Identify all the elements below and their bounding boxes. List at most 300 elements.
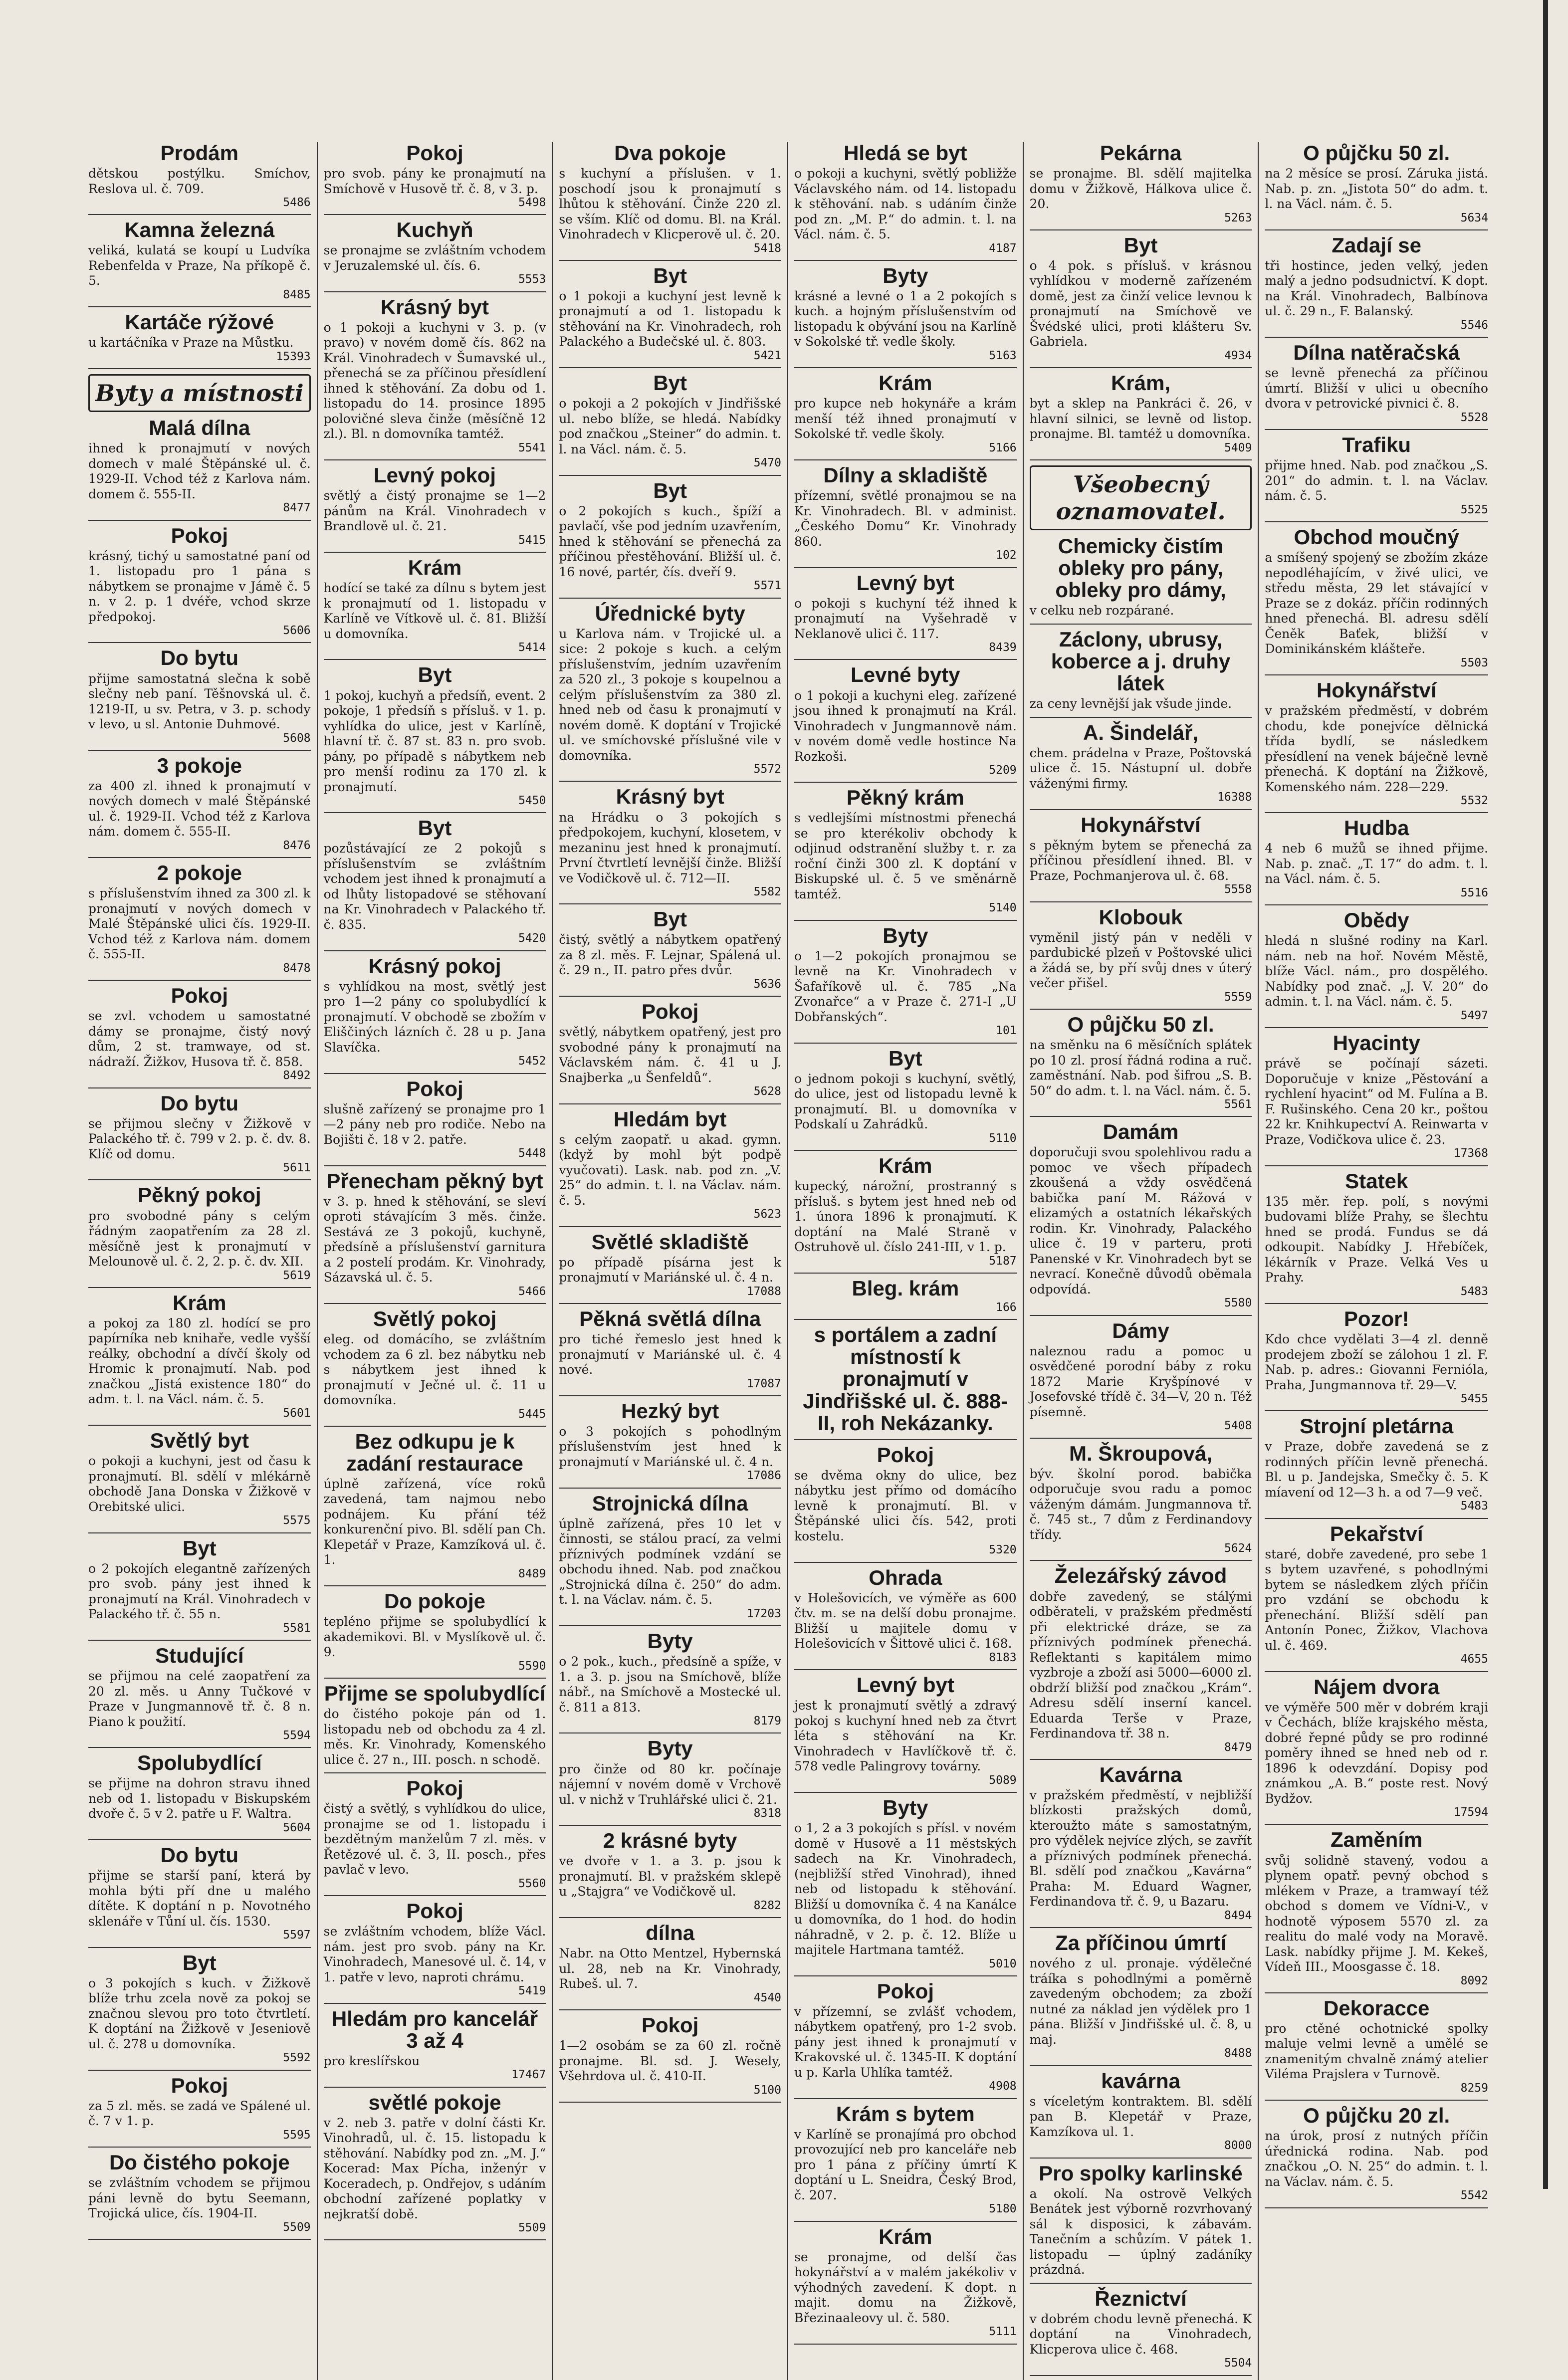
ad-title: Krám s bytem [836, 2102, 975, 2126]
ad-divider [88, 306, 311, 307]
ad-body: o pokoji s kuchyní též ihned k pronajmutí na Vyšehradě v Neklanově ulici č. 117. [794, 596, 1017, 641]
ad-divider [1030, 2375, 1252, 2376]
classified-ad [324, 1900, 546, 1997]
ad-reference-number: 5498 [518, 196, 546, 210]
ad-divider [1265, 2100, 1488, 2101]
ad-body: pro tiché řemeslo jest hned k pronajmutí v Mariánské ul. č. 4 nové. [559, 1332, 781, 1377]
ad-divider [559, 996, 781, 997]
ad-title: s portálem a zadní místností k pronajmutí v Jindřišské ul. č. 888-II, roh Nekázanky. [803, 1323, 1008, 1435]
ad-reference-number: 5558 [1224, 883, 1252, 896]
ad-title: Hledá se byt [844, 141, 967, 165]
ad-body: o 2 pok., kuch., předsíně a spíže, v 1. a 3. p. jsou na Smíchově, blíže nábř., na Smíchově a Mostecké ul. č. 811 a 813. [559, 1654, 781, 1715]
ad-divider [1265, 1165, 1488, 1166]
classified-ad [324, 296, 546, 454]
classified-ad [794, 464, 1017, 562]
ad-title: Statek [1345, 1169, 1408, 1193]
ad-title: Záclony, ubrusy, koberce a j. druhy látek [1051, 627, 1231, 695]
ad-title: Kamna železná [124, 218, 275, 242]
ad-divider [1265, 1671, 1488, 1672]
ad-body: s příslušenstvím ihned za 300 zl. k pronajmutí v nových domech v Malé Štěpánské ulici čís. 1929-II. Vchod též z Karlova nám. domem č. 555-II. [88, 886, 311, 962]
ad-divider [88, 1287, 311, 1288]
ad-body: o 1—2 pokojích pronajmou se levně na Kr. Vinohradech v Šafaříkově ul. č. 785 „Na Zvonařce“ a v Praze č. 271-I „U Dobřanských“. [794, 948, 1017, 1024]
ad-body: s vyhlídkou na most, světlý jest pro 1—2 pány co spolubydlící k pronajmutí. V obchodě se zbožím v Eliščiných lázních č. 28 u p. Jana Slavíčka. [323, 979, 546, 1055]
classified-ad [1265, 142, 1488, 224]
ad-divider [88, 857, 311, 858]
ad-reference-number: 5180 [989, 2202, 1017, 2216]
classified-ad [1030, 2163, 1252, 2278]
ad-body: se přijmou na celé zaopatření za 20 zl. měs. u Anny Tučkové v Praze v Jungmannově tř. č. 8 n. Piano k použití. [88, 1669, 311, 1729]
classified-ad [794, 1324, 1017, 1434]
classified-ad [1030, 372, 1252, 454]
ad-body: do čistého pokoje pán od 1. listopadu neb od obchodu za 4 zl. měs. Kr. Vinohrady, Komenského ulice č. 27 n., III. posch. n schodě. [323, 1707, 546, 1767]
ad-reference-number: 4934 [1224, 349, 1252, 362]
ad-reference-number: 5504 [1224, 2357, 1252, 2370]
ad-body: přijme hned. Nab. pod značkou „S. 201“ do admin. t. l. na Václav. nám. č. 5. [1265, 458, 1488, 503]
classified-ad [1265, 2105, 1488, 2202]
ad-body: eleg. od domácího, se zvláštním vchodem za 6 zl. bez nábytku neb s nábytkem jest ihned k pronajmutí v Ječné ul. č. 11 u domovníka. [323, 1332, 546, 1407]
ad-divider [88, 980, 311, 981]
ad-reference-number: 5455 [1460, 1392, 1488, 1405]
classified-ad [1030, 234, 1252, 362]
ad-divider [324, 1165, 546, 1166]
ad-reference-number: 17203 [746, 1607, 781, 1620]
ad-body: hodící se také za dílnu s bytem jest k pronajmutí od 1. listopadu v Karlíně ve Vítkově ul. č. 81. Bližší u domovníka. [323, 581, 546, 641]
classified-ad [1030, 1443, 1252, 1555]
column-3 [553, 142, 788, 2380]
classified-ad [1265, 1170, 1488, 1298]
classified-ad [88, 1537, 311, 1635]
ad-body: ve dvoře v 1. a 3. p. jsou k pronajmutí. Bl. v pražském sklepě u „Stajgra“ ve Vodičkově ul. [559, 1854, 781, 1899]
ad-title: Pekařství [1330, 1521, 1423, 1545]
classified-ad [794, 1980, 1017, 2093]
ad-divider [1265, 674, 1488, 675]
ad-title: Byty [883, 923, 928, 947]
ad-reference-number: 5560 [518, 1877, 546, 1890]
ad-reference-number: 5575 [283, 1514, 311, 1527]
ad-title: Hezký byt [621, 1399, 719, 1423]
ad-title: Zadají se [1332, 233, 1422, 257]
ad-reference-number: 5604 [283, 1821, 311, 1834]
ad-reference-number: 5503 [1460, 656, 1488, 669]
classified-ad [794, 372, 1017, 454]
ad-title: Levný byt [856, 571, 954, 595]
ad-divider [1030, 2065, 1252, 2066]
ad-body: doporučuji svou spolehlivou radu a pomoc ve všech případech zkoušená a vždy osvědčená babička paní M. Rážová v elizamých a ostatních lékařských rodin. Kr. Vinohrady, Palackého ulice č. 19 v parteru, proti Panenské v Kr. Vinohradech byt se nevrací. Konečně důvodů oběmala odpovídá. [1029, 1145, 1252, 1297]
ad-title: Pěkný pokoj [138, 1183, 261, 1207]
ad-body: se přijme na dohron stravu ihned neb od 1. listopadu v Biskupském dvoře č. 5 v 2. patře u F. Waltra. [88, 1776, 311, 1821]
ad-divider [559, 903, 781, 904]
ad-title: Byty [647, 1629, 693, 1653]
ad-title: Kartáče rýžové [125, 310, 274, 334]
ad-title: Pokoj [877, 1979, 934, 2003]
ad-title: Bez odkupu je k zadání restaurace [346, 1429, 523, 1475]
ad-title: Krásný byt [616, 785, 724, 809]
ad-divider [1030, 901, 1252, 902]
ad-title: Levné byty [851, 663, 960, 687]
classified-ad [559, 1922, 781, 2004]
ad-body: o 1 pokoji a kuchyní jest levně k pronajmutí a od 1. listopadu k stěhování na Kr. Vinohradech, roh Palackého a Budečské ul. č. 803. [559, 288, 781, 349]
ad-divider [794, 782, 1017, 783]
ad-reference-number: 5418 [753, 241, 781, 255]
ad-reference-number: 8488 [1224, 2047, 1252, 2060]
ad-reference-number: 5421 [753, 349, 781, 362]
ad-title: Chemicky čistím obleky pro pány, obleky pro dámy, [1055, 534, 1226, 602]
classified-ad [559, 1001, 781, 1098]
ad-title: Dílna natěračská [1293, 341, 1460, 365]
ad-divider [88, 750, 311, 751]
column-2 [318, 142, 553, 2380]
classified-ad [324, 1590, 546, 1673]
classified-ad [1265, 1829, 1488, 1987]
ad-divider [1030, 459, 1252, 460]
ad-reference-number: 17086 [746, 1469, 781, 1483]
ad-body: ihned k pronajmutí v nových domech v malé Štěpánské ul. č. 1929-II. Vchod též z Karlova nám. domem č. 555-II. [88, 441, 311, 501]
ad-body: v pražském předměstí, v dobrém chodu, kde ponejvíce dělnická třída bydlí, se následkem přesídlení na venek báječně levně přenechá. K doptání na Žižkově, Komenského nám. 228—229. [1265, 703, 1488, 794]
ad-divider [559, 367, 781, 368]
ad-title: Trafiku [1342, 433, 1411, 457]
ad-reference-number: 8092 [1460, 1974, 1488, 1987]
ad-reference-number: 101 [996, 1024, 1017, 1038]
ad-reference-number: 5592 [283, 2051, 311, 2065]
ad-divider [1265, 1303, 1488, 1304]
ad-title: Pokoj [877, 1443, 934, 1467]
classified-ad [1265, 234, 1488, 332]
ad-divider [794, 2344, 1017, 2345]
ad-title: Byt [182, 1950, 217, 1974]
ad-title: Pekárna [1100, 141, 1182, 165]
ad-title: Pěkná světlá dílna [579, 1306, 761, 1330]
ad-title: Byt [182, 1536, 217, 1560]
ad-body: 135 měr. řep. polí, s novými budovami blíže Prahy, se šlechtu hned se prodá. Fundus se dá odkoupit. Nabídky J. Hřebíček, lékárník v Praze. Velká Ves u Prahy. [1265, 1194, 1488, 1285]
ad-reference-number: 8492 [283, 1069, 311, 1082]
classified-ad [88, 1430, 311, 1527]
ad-reference-number: 8479 [1224, 1740, 1252, 1754]
classified-ad [1265, 1415, 1488, 1513]
ad-body: se zvláštním vchodem, blíže Václ. nám. jest pro svob. pány na Kr. Vinohradech, Manesové ul. č. 14, v 1. patře v levo, naproti chrámu. [323, 1924, 546, 1984]
classified-ad [88, 1092, 311, 1175]
ad-divider [1030, 1116, 1252, 1117]
ad-title: Pokoj [171, 2073, 228, 2097]
ad-divider [559, 781, 781, 782]
ad-divider [324, 1073, 546, 1074]
ad-title: Byt [653, 907, 687, 931]
ad-divider [559, 1103, 781, 1104]
ad-divider [559, 2102, 781, 2103]
ad-reference-number: 5111 [989, 2325, 1017, 2339]
ad-reference-number: 4187 [989, 241, 1017, 255]
ad-title: 2 krásné byty [603, 1829, 737, 1853]
ad-title: Za příčinou úmrtí [1055, 1931, 1226, 1955]
ad-body: Nabr. na Otto Mentzel, Hybernská ul. 28, neb na Kr. Vinohrady, Rubeš. ul. 7. [559, 1946, 781, 1991]
classified-ad [1265, 679, 1488, 807]
ad-body: o pokoji a kuchyni, jest od času k pronajmutí. Bl. sdělí v mlékárně obchodě Jana Donska v Žižkově v Orebitské ulici. [88, 1454, 311, 1514]
ad-reference-number: 5320 [989, 1543, 1017, 1557]
classified-ad [88, 1292, 311, 1420]
classified-ad [1030, 1121, 1252, 1309]
ad-reference-number: 5483 [1460, 1285, 1488, 1298]
ad-divider [324, 1895, 546, 1896]
ad-divider [794, 260, 1017, 261]
ad-title: Zaměním [1330, 1828, 1423, 1852]
ad-body: světlý a čistý pronajme se 1—2 pánům na Král. Vinohradech v Brandlově ul. č. 21. [323, 488, 546, 534]
ad-title: Studující [155, 1643, 244, 1667]
ad-reference-number: 5628 [753, 1085, 781, 1098]
classified-ad [1030, 722, 1252, 804]
ad-reference-number: 8000 [1224, 2139, 1252, 2153]
ad-body: přijme se starší paní, která by mohla býti pří dne u malého dítěte. K doptání n p. Novotného sklenáře v Tůní ul. čís. 1530. [88, 1868, 311, 1929]
classified-ad [559, 1231, 781, 1298]
ad-body: s víceletým kontraktem. Bl. sdělí pan B. Klepetář v Praze, Kamzíkova ul. 1. [1029, 2094, 1252, 2139]
ad-title: O půjčku 20 zl. [1303, 2104, 1450, 2128]
ad-reference-number: 5100 [753, 2083, 781, 2097]
ad-divider [324, 950, 546, 951]
classified-ad [324, 142, 546, 209]
ad-reference-number: 5414 [518, 641, 546, 654]
classified-ad [559, 372, 781, 469]
ad-reference-number: 15393 [276, 350, 311, 363]
ad-title: Dílny a skladiště [823, 463, 988, 487]
ad-body: právě se počínají sázeti. Doporučuje v knize „Pěstování a rychlení hyacint“ od M. Fulína a B. F. Rušinského. Cena 20 kr., poštou 22 kr. Knihkupectví A. Reinwarta v Praze, Vodičkova ulice č. 23. [1265, 1056, 1488, 1147]
ad-divider [1030, 624, 1252, 625]
ad-divider [794, 1319, 1017, 1320]
classified-ad [88, 755, 311, 852]
ad-divider [794, 1150, 1017, 1151]
ad-title: Řeznictví [1095, 2286, 1187, 2310]
ad-body: s vedlejšími místnostmi přenechá se pro kterékoliv obchody k odjinud odstranění služby t. r. za roční činži 300 zl. K doptání v Biskupské ul. č. 5 ve směnárně tamtéž. [794, 811, 1017, 901]
ad-reference-number: 4908 [989, 2080, 1017, 2093]
column-4 [788, 142, 1024, 2380]
ad-reference-number: 5486 [283, 196, 311, 210]
classified-ad [88, 1184, 311, 1282]
ad-body: v Holešovicích, ve výměře as 600 čtv. m. se na delší dobu pronajme. Bližší u majitele domu v Holešovicích v Šittově ulici č. 168. [794, 1590, 1017, 1651]
ad-title: Krám, [1111, 371, 1171, 395]
ad-divider [794, 2221, 1017, 2222]
ad-divider [88, 1425, 311, 1426]
classified-ad [324, 1170, 546, 1298]
ad-body: v pražském předměstí, v nejbližší blízkosti pražských domů, kteroužto máte s samostatným, pro výdělek nejvíce zlých, se zavřít a příznivých podmínek přenechá. Bl. sdělí pod značkou „Kavárna“ Praha: M. Eduard Wagner, Ferdinandova tř. č. 9, u Bazaru. [1029, 1787, 1252, 1909]
ad-reference-number: 8477 [283, 501, 311, 515]
ad-body: se dvěma okny do ulice, bez nábytku jest přímo od domácího levně k pronajmutí. Bl. v Štěpánské ulici čís. 542, proti kostelu. [794, 1468, 1017, 1543]
ad-reference-number: 5166 [989, 441, 1017, 454]
column-5 [1024, 142, 1259, 2380]
ad-reference-number: 5608 [283, 731, 311, 745]
column-6 [1259, 142, 1494, 2380]
classified-ad [559, 786, 781, 898]
ad-body: světlý, nábytkem opatřený, jest pro svobodné pány k pronajmutí na Václavském nám. č. 41 u J. Snajberka „u Šenfeldů“. [559, 1025, 781, 1085]
ad-body: o 2 pokojích s kuch., špíží a pavlačí, vše pod jedním uzavřením, hned k stěhování se přenechá za příčinou přestěhování. Bližší ul. č. 16 nové, partér, čís. dveří 9. [559, 503, 781, 579]
ad-divider [324, 291, 546, 292]
section-heading-box: Byty a místnosti [88, 374, 311, 412]
ad-body: krásné a levné o 1 a 2 pokojích s kuch. a hojným příslušenstvím od listopadu k obývání jsou na Karlíně v Sokolské tř. vedle školy. [794, 288, 1017, 349]
ad-reference-number: 5415 [518, 533, 546, 547]
ad-reference-number: 17594 [1453, 1806, 1488, 1819]
ad-divider [559, 598, 781, 599]
ad-title: O půjčku 50 zl. [1067, 1012, 1214, 1036]
ad-reference-number: 5483 [1460, 1500, 1488, 1513]
ad-divider [794, 1792, 1017, 1793]
ad-reference-number: 5623 [753, 1208, 781, 1221]
ad-title: Byt [653, 263, 687, 287]
ad-reference-number: 5541 [518, 441, 546, 454]
ad-body: o pokoji a kuchyni, světlý pobližže Václavského nám. od 14. listopadu k stěhování. nab. s udáním činže pod zn. „M. P.“ do admin. t. l. na Václ. nám. č. 5. [794, 166, 1017, 242]
ad-divider [324, 812, 546, 813]
ad-divider [559, 1226, 781, 1227]
ad-body: nového z ul. pronaje. výdělečné tráíka s pohodlnými a poměrně zavedeným obchodem; za zboží nutné za náklad jen výdělek pro 1 pána. Bližší v Jindřišské ul. č. 8, u maj. [1029, 1956, 1252, 2047]
ad-divider [88, 1839, 311, 1840]
ad-reference-number: 5590 [518, 1659, 546, 1673]
ad-title: Pokoj [406, 141, 463, 165]
ad-title: Hledám pro kancelář 3 až 4 [331, 2006, 538, 2052]
ad-title: Levný byt [856, 1673, 954, 1697]
classified-ad [1030, 1320, 1252, 1433]
ad-reference-number: 5580 [1224, 1297, 1252, 1310]
ad-divider [324, 1585, 546, 1586]
ad-divider [324, 1303, 546, 1304]
classified-ad [794, 142, 1017, 255]
ad-body: tepléno přijme se spolubydlící k akademikovi. Bl. v Myslíkově ul. č. 9. [323, 1614, 546, 1660]
classified-ad [88, 2152, 311, 2234]
classified-ad [324, 1308, 546, 1421]
classified-ad [559, 265, 781, 362]
classified-ad [88, 985, 311, 1082]
ad-reference-number: 5546 [1460, 318, 1488, 332]
ad-divider [559, 2009, 781, 2010]
ad-body: za 5 zl. měs. se zadá ve Spálené ul. č. 7 v 1. p. [88, 2098, 311, 2129]
classified-ad [1030, 2288, 1252, 2370]
ad-reference-number: 5553 [518, 273, 546, 286]
ad-divider [794, 1439, 1017, 1440]
ad-title: Strojnická dílna [592, 1491, 748, 1515]
ad-reference-number: 5110 [989, 1131, 1017, 1145]
ad-divider [88, 1747, 311, 1748]
classified-ad [88, 311, 311, 363]
newspaper-page [82, 141, 1494, 2370]
ad-title: Do bytu [160, 1843, 238, 1867]
ad-title: Do bytu [160, 646, 238, 670]
classified-ad [88, 1952, 311, 2065]
classified-ad [88, 1752, 311, 1834]
ad-body: čistý, světlý a nábytkem opatřený za 8 zl. měs. F. Lejnar, Spálená ul. č. 29 n., II. patro přes dvůr. [559, 932, 781, 978]
ad-title: Hledám byt [613, 1107, 727, 1131]
classified-ad [324, 219, 546, 286]
ad-title: Damám [1103, 1120, 1179, 1144]
ad-divider [88, 1532, 311, 1533]
ad-reference-number: 8318 [753, 1807, 781, 1820]
ad-title: Malá dílna [149, 416, 250, 440]
classified-ad [559, 603, 781, 776]
ad-body: u Karlova nám. v Trojické ul. a sice: 2 pokoje s kuch. a celým příslušenstvím, jedním uzavřením za 520 zl., 3 pokoje s koupelnou a celým příslušenstvím za 380 zl. hned neb od času k pronajmutí v novém domě. K doptání v Trojické ul. ve smíchovské příslušné vile v domovníka. [559, 626, 781, 763]
ad-divider [559, 475, 781, 476]
ad-body: svůj solidně stavený, vodou a plynem opatř. pevný obchod s mlékem v Praze, a tramwayí též obchod s domem ve Vídni-V., v hodnotě výposem 5570 zl. za realitu do malé vody na Moravě. Lask. nabídky přijme J. M. Kekeš, Vídeň III., Moosgasse č. 18. [1265, 1853, 1488, 1974]
classified-ad [794, 572, 1017, 654]
ad-body: veliká, kulatá se koupí u Ludvíka Rebenfelda v Praze, Na příkopě č. 5. [88, 243, 311, 288]
ad-reference-number: 5089 [989, 1773, 1017, 1787]
ad-body: o 3 pokojích s pohodlným příslušenstvím jest hned k pronajmutí v Mariánské ul. č. 4 n. [559, 1424, 781, 1469]
classified-ad [1030, 629, 1252, 712]
ad-reference-number: 8489 [518, 1567, 546, 1580]
ad-divider [794, 920, 1017, 921]
ad-divider [88, 368, 311, 369]
ad-reference-number: 5010 [989, 1957, 1017, 1970]
ad-divider [1265, 812, 1488, 813]
ad-title: Přenecham pěkný byt [326, 1169, 543, 1193]
ad-title: Krásný pokoj [368, 954, 501, 978]
ad-title: Dámy [1112, 1318, 1169, 1342]
ad-title: Pokoj [171, 523, 228, 547]
classified-ad [324, 557, 546, 654]
ad-body: o pokoji a 2 pokojích v Jindřišské ul. nebo blíže, se hledá. Nabídky pod značkou „Steiner“ do admin. t. l. na Václ. nám. č. 5. [559, 396, 781, 456]
ad-title: Do pokoje [384, 1589, 485, 1613]
ad-title: Hyacinty [1333, 1031, 1420, 1055]
ad-title: Dva pokoje [614, 141, 726, 165]
ad-body: v Praze, dobře zavedená se z rodinných příčin levně přenechá. Bl. u p. Jandejska, Smečky č. 5. K míavení od 12—3 h. a od 7—9 več. [1265, 1439, 1488, 1500]
classified-ad [559, 1308, 781, 1390]
classified-ad [88, 219, 311, 301]
ad-divider [324, 552, 546, 553]
ad-body: na Hrádku o 3 pokojích s předpokojem, kuchyní, klosetem, v mezaninu jest hned k pronajmutí. První čtvrtletí levnější činže. Bližší ve Vodičkově ul. č. 712—II. [559, 810, 781, 885]
ad-body: v Karlíně se pronajímá pro obchod provozující neb pro kanceláře neb pro 1 pána z příčiny úmrtí K doptání u L. Sneidra, Český Brod, č. 207. [794, 2127, 1017, 2202]
ad-divider [794, 459, 1017, 460]
ad-reference-number: 5525 [1460, 503, 1488, 516]
ad-divider [1265, 1824, 1488, 1825]
ad-body: za 400 zl. ihned k pronajmutí v nových domech v malé Štěpánské ul. č. 1929-II. Vchod též z Karlova nám. domem č. 555-II. [88, 778, 311, 839]
ad-divider [1030, 1927, 1252, 1928]
ad-body: po případě písárna jest k pronajmutí v Mariánské ul. č. 4 n. [559, 1255, 781, 1285]
ad-divider [1265, 337, 1488, 338]
ad-title: Pokoj [171, 984, 228, 1008]
ad-reference-number: 5445 [518, 1407, 546, 1421]
ad-body: vyměnil jistý pán v neděli v pardubické plzeň v Poštovské ulici a žádá se, by pří svůj dnes v úterý večer přišel. [1029, 930, 1252, 991]
classified-ad [324, 1078, 546, 1160]
ad-title: Byt [418, 663, 452, 687]
ad-body: a smíšený spojený se zbožím zkáze nepodléhajícím, v živé ulici, ve středu města, 29 let stávající v Praze se z dokáz. příčin rodinných hned přenechá. Bl. adresu sdělí Čeněk Baťek, bližší v Dominikánském klášteře. [1265, 550, 1488, 656]
ad-divider [1030, 809, 1252, 810]
ad-title: O půjčku 50 zl. [1303, 141, 1450, 165]
ad-reference-number: 5601 [283, 1406, 311, 1420]
ad-body: se pronajme se zvláštním vchodem v Jeruzalemské ul. čís. 6. [323, 243, 546, 273]
ad-title: Úřednické byty [595, 601, 745, 625]
ad-title: Krásný byt [380, 295, 489, 319]
classified-ad [1265, 1523, 1488, 1666]
ad-title: Pokoj [641, 1000, 699, 1024]
ad-body: v celku neb rozpárané. [1029, 603, 1174, 618]
classified-ad [1265, 434, 1488, 516]
ad-body: o jednom pokoji s kuchyní, světlý, do ulice, jest od listopadu levně k pronajmutí. Bl. u domovníka v Podskalí u Zahrádků. [794, 1071, 1017, 1132]
ad-reference-number: 5559 [1224, 990, 1252, 1004]
ad-body: staré, dobře zavedené, pro sebe 1 s bytem uzavřené, s pohodlnými bytem se následkem zlých příčin pro vzdání se obchodu k přenechání. Bližší sdělí pan Antonín Ponec, Žižkov, Vlachova ul. č. 469. [1265, 1546, 1488, 1653]
ad-divider [324, 659, 546, 660]
ad-body: Kdo chce vydělati 3—4 zl. denně prodejem zboží se zálohou 1 zl. F. Nab. p. adres.: Giovanni Fernióla, Praha, Jungmannova tř. 29—V. [1265, 1332, 1488, 1392]
classified-ad [324, 464, 546, 547]
ad-divider [88, 1087, 311, 1088]
ad-title: světlé pokoje [368, 2090, 501, 2114]
ad-title: Železářský závod [1054, 1564, 1227, 1588]
ad-title: Krám [879, 371, 932, 395]
ad-divider [559, 1625, 781, 1626]
ad-divider [324, 1772, 546, 1773]
ad-body: pro kupce neb hokynáře a krám menší též ihned pronajmutí v Sokolské tř. vedle školy. [794, 396, 1017, 441]
ad-title: Strojní pletárna [1300, 1414, 1454, 1438]
classified-ad [794, 2103, 1017, 2216]
classified-ad [559, 908, 781, 991]
ad-reference-number: 5470 [753, 456, 781, 470]
ad-body: pro kreslířskou [323, 2053, 420, 2068]
ad-reference-number: 4540 [753, 1991, 781, 2004]
ad-body: čistý a světlý, s vyhlídkou do ulice, pronajme se od 1. listopadu i bezdětným manželům 7 zl. měs. v Řetězové ul. č. 3, II. posch., přes pavlač v levo. [323, 1801, 546, 1877]
ad-divider [794, 1273, 1017, 1274]
ad-reference-number: 5528 [1460, 411, 1488, 424]
classified-ad [794, 664, 1017, 777]
